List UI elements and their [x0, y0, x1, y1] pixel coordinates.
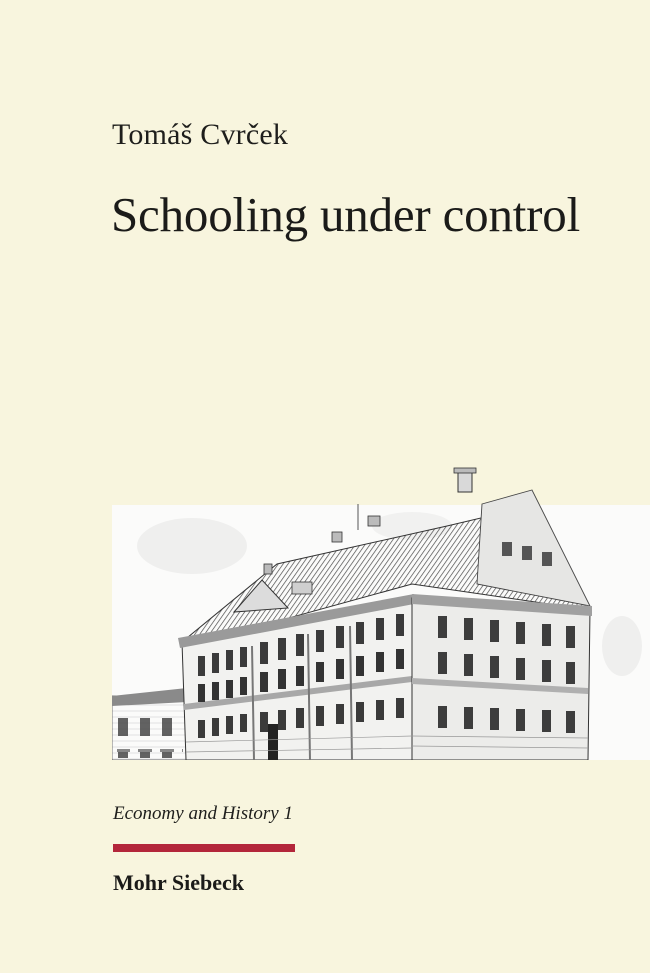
publisher-name: Mohr Siebeck [113, 870, 244, 895]
building-engraving [112, 466, 650, 760]
accent-rule-bar [113, 844, 295, 852]
series-name: Economy and History 1 [113, 803, 293, 824]
building-engraving-icon [112, 466, 650, 760]
book-title: Schooling under control [111, 187, 580, 242]
author-name: Tomáš Cvrček [112, 118, 289, 151]
accent-rule [113, 844, 295, 852]
